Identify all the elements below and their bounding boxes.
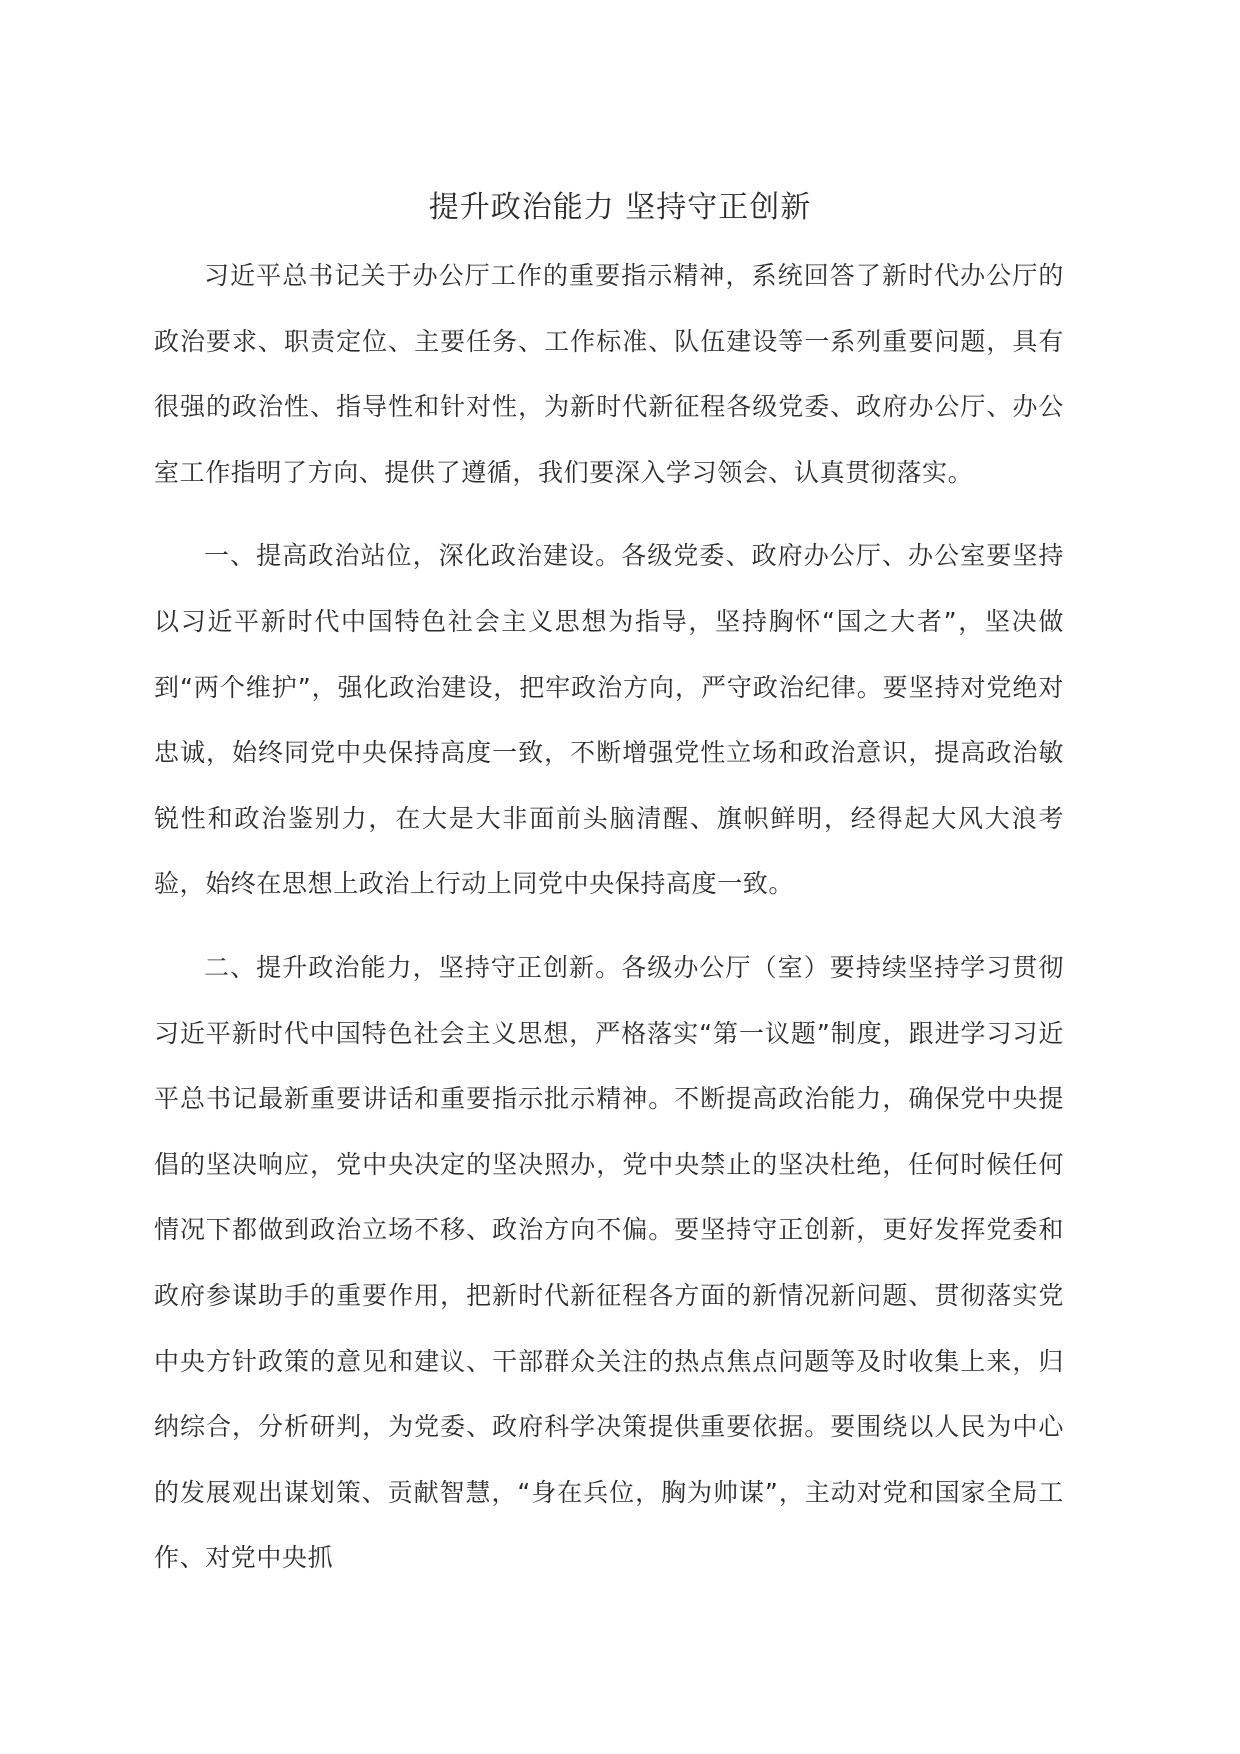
document-title: 提升政治能力 坚持守正创新 (428, 190, 812, 225)
paragraph-intro: 习近平总书记关于办公厅工作的重要指示精神，系统回答了新时代办公厅的政治要求、职责定位、主要任务、工作标准、队伍建设等一系列重要问题，具有很强的政治性、指导性和针对性，为新时代新征程各级党委、政府办公厅、办公室工作指明了方向、提供了遵循，我们要深入学习领会、认真贯彻落实。 (154, 261, 1064, 487)
paragraph-section-1: 一、提高政治站位，深化政治建设。各级党委、政府办公厅、办公室要坚持以习近平新时代中国特色社会主义思想为指导，坚持胸怀“国之大者”，坚决做到“两个维护”，强化政治建设，把牢政治方向，严守政治纪律。要坚持对党绝对忠诚，始终同党中央保持高度一致，不断增强党性立场和政治意识，提高政治敏锐性和政治鉴别力，在大是大非面前头脑清醒、旗帜鲜明，经得起大风大浪考验，始终在思想上政治上行动上同党中央保持高度一致。 (154, 541, 1064, 899)
paragraph-section-2: 二、提升政治能力，坚持守正创新。各级办公厅（室）要持续坚持学习贯彻习近平新时代中国特色社会主义思想，严格落实“第一议题”制度，跟进学习习近平总书记最新重要讲话和重要指示批示精神。不断提高政治能力，确保党中央提倡的坚决响应，党中央决定的坚决照办，党中央禁止的坚决杜绝，任何时候任何情况下都做到政治立场不移、政治方向不偏。要坚持守正创新，更好发挥党委和政府参谋助手的重要作用，把新时代新征程各方面的新情况新问题、贯彻落实党中央方针政策的意见和建议、干部群众关注的热点焦点问题等及时收集上来，归纳综合，分析研判，为党委、政府科学决策提供重要依据。要围绕以人民为中心的发展观出谋划策、贡献智慧，“身在兵位，胸为帅谋”，主动对党和国家全局工作、对党中央抓 (154, 952, 1064, 1573)
document-body (154, 243, 1064, 1609)
